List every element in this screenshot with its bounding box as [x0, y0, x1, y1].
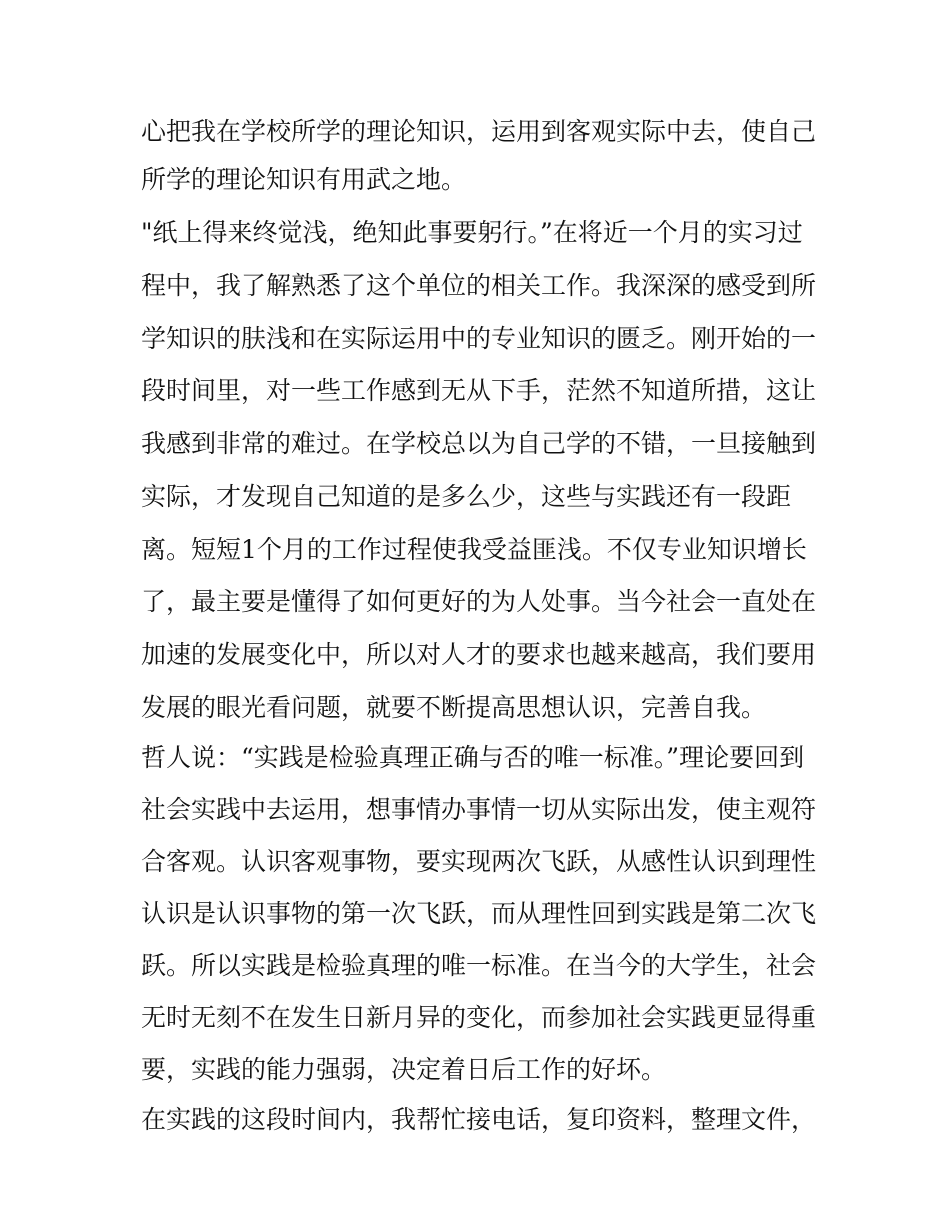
text-line: 程中，我了解熟悉了这个单位的相关工作。我深深的感受到所 — [141, 271, 817, 300]
text-line: 我感到非常的难过。在学校总以为自己学的不错，一旦接触到 — [141, 429, 817, 458]
text-line: 跃。所以实践是检验真理的唯一标准。在当今的大学生，社会 — [141, 951, 817, 980]
text-line: 加速的发展变化中，所以对人才的要求也越来越高，我们要用 — [141, 640, 817, 669]
text-line: 所学的理论知识有用武之地。 — [141, 165, 467, 194]
text-line: 无时无刻不在发生日新月异的变化，而参加社会实践更显得重 — [141, 1003, 817, 1032]
text-line: 合客观。认识客观事物，要实现两次飞跃，从感性认识到理性 — [141, 847, 817, 876]
text-line: 在实践的这段时间内，我帮忙接电话，复印资料，整理文件， — [141, 1105, 817, 1134]
body-text — [141, 112, 821, 1140]
text-line: "纸上得来终觉浅，绝知此事要躬行。”在将近一个月的实习过 — [141, 218, 803, 247]
text-line: 段时间里，对一些工作感到无从下手，茫然不知道所措，这让 — [141, 376, 817, 405]
text-line: 要，实践的能力强弱，决定着日后工作的好坏。 — [141, 1055, 667, 1084]
text-line: 哲人说：“实践是检验真理正确与否的唯一标准。”理论要回到 — [141, 743, 805, 772]
text-line: 了，最主要是懂得了如何更好的为人处事。当今社会一直处在 — [141, 587, 817, 616]
text-line: 心把我在学校所学的理论知识，运用到客观实际中去，使自己 — [141, 117, 817, 146]
text-line: 认识是认识事物的第一次飞跃，而从理性回到实践是第二次飞 — [141, 899, 817, 928]
text-line: 实际，才发现自己知道的是多么少，这些与实践还有一段距 — [141, 482, 792, 511]
text-line: 发展的眼光看问题，就要不断提高思想认识，完善自我。 — [141, 693, 767, 722]
text-line: 社会实践中去运用，想事情办事情一切从实际出发，使主观符 — [141, 795, 817, 824]
text-line: 学知识的肤浅和在实际运用中的专业知识的匮乏。刚开始的一 — [141, 324, 817, 353]
text-line: 离。短短1个月的工作过程使我受益匪浅。不仅专业知识增长 — [141, 535, 807, 564]
